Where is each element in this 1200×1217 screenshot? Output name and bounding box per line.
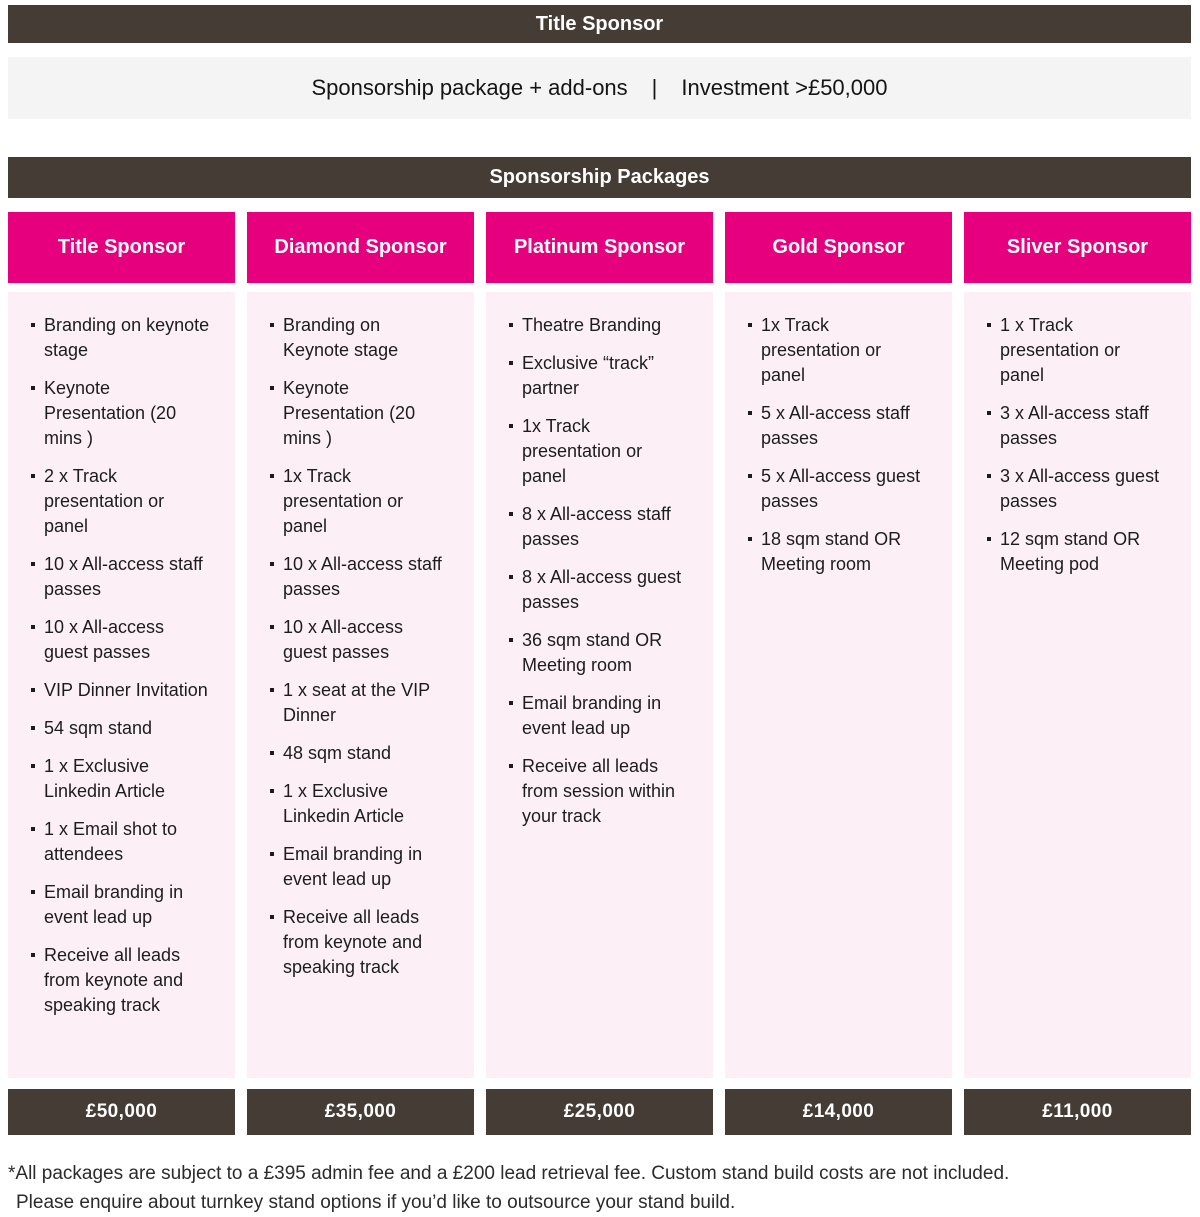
benefit-item: 2 x Track presentation or panel [31, 464, 211, 539]
package-column [8, 212, 235, 1135]
benefit-list [509, 313, 689, 829]
benefit-item: Email branding in event lead up [509, 691, 689, 741]
benefit-item: Branding on Keynote stage [270, 313, 450, 363]
benefit-item: 5 x All-access guest passes [748, 464, 928, 514]
package-column [247, 212, 474, 1135]
benefit-item: Theatre Branding [509, 313, 689, 338]
benefit-item: 54 sqm stand [31, 716, 211, 741]
package-header [8, 212, 235, 283]
package-benefits-panel [486, 292, 713, 1078]
package-benefits-panel [964, 292, 1191, 1078]
package-name: Gold Sponsor [772, 236, 905, 258]
benefit-item: Receive all leads from session within your track [509, 754, 689, 829]
footnote-line-2: Please enquire about turnkey stand options if you’d like to outsource your stand build. [16, 1192, 736, 1213]
package-column [486, 212, 713, 1135]
benefit-item: Email branding in event lead up [270, 842, 450, 892]
price-label: £35,000 [324, 1101, 397, 1122]
package-column [964, 212, 1191, 1135]
benefit-item: 5 x All-access staff passes [748, 401, 928, 451]
footnote-line-1: *All packages are subject to a £395 admin fee and a £200 lead retrieval fee. Custom stand build costs are not included. [8, 1163, 1010, 1184]
benefit-item: Email branding in event lead up [31, 880, 211, 930]
benefit-item: Branding on keynote stage [31, 313, 211, 363]
benefit-item: 3 x All-access guest passes [987, 464, 1167, 514]
package-header [725, 212, 952, 283]
benefit-item: 18 sqm stand OR Meeting room [748, 527, 928, 577]
package-name: Platinum Sponsor [513, 236, 686, 258]
benefit-item: 10 x All-access guest passes [31, 615, 211, 665]
subtitle-bar [8, 57, 1191, 119]
benefit-item: Keynote Presentation (20 mins ) [31, 376, 211, 451]
benefit-list [748, 313, 928, 577]
benefit-item: Receive all leads from keynote and speaking track [270, 905, 450, 980]
package-price-bar [8, 1089, 235, 1135]
package-name: Sliver Sponsor [1006, 236, 1149, 258]
benefit-item: 8 x All-access guest passes [509, 565, 689, 615]
benefit-item: 10 x All-access staff passes [31, 552, 211, 602]
package-name: Title Sponsor [57, 236, 186, 258]
benefit-item: 1 x seat at the VIP Dinner [270, 678, 450, 728]
benefit-list [270, 313, 450, 980]
package-benefits-panel [8, 292, 235, 1078]
package-name: Diamond Sponsor [274, 236, 447, 258]
benefit-item: Receive all leads from keynote and speaking track [31, 943, 211, 1018]
section-header [8, 157, 1191, 198]
benefit-item: Keynote Presentation (20 mins ) [270, 376, 450, 451]
price-label: £11,000 [1042, 1101, 1113, 1122]
benefit-item: 1x Track presentation or panel [509, 414, 689, 489]
benefit-item: 1 x Track presentation or panel [987, 313, 1167, 388]
package-price-bar [247, 1089, 474, 1135]
package-column [725, 212, 952, 1135]
footnote [8, 1159, 1191, 1217]
benefit-item: 1 x Exclusive Linkedin Article [270, 779, 450, 829]
benefit-item: 10 x All-access guest passes [270, 615, 450, 665]
benefit-item: 10 x All-access staff passes [270, 552, 450, 602]
benefit-item: 3 x All-access staff passes [987, 401, 1167, 451]
package-header [964, 212, 1191, 283]
price-label: £14,000 [802, 1101, 875, 1122]
package-benefits-panel [247, 292, 474, 1078]
package-price-bar [964, 1089, 1191, 1135]
subtitle-left: Sponsorship package + add-ons [311, 75, 628, 100]
price-label: £25,000 [563, 1101, 636, 1122]
package-price-bar [486, 1089, 713, 1135]
package-benefits-panel [725, 292, 952, 1078]
subtitle-right: Investment >£50,000 [681, 75, 888, 100]
benefit-item: 12 sqm stand OR Meeting pod [987, 527, 1167, 577]
package-header [247, 212, 474, 283]
packages-grid [8, 212, 1191, 1135]
benefit-item: 36 sqm stand OR Meeting room [509, 628, 689, 678]
top-banner-title: Title Sponsor [535, 12, 664, 35]
benefit-item: 1 x Email shot to attendees [31, 817, 211, 867]
price-label: £50,000 [85, 1101, 158, 1122]
benefit-list [31, 313, 211, 1018]
subtitle-separator: | [651, 75, 658, 100]
benefit-item: 48 sqm stand [270, 741, 450, 766]
package-price-bar [725, 1089, 952, 1135]
top-banner [8, 5, 1191, 43]
benefit-list [987, 313, 1167, 577]
benefit-item: VIP Dinner Invitation [31, 678, 211, 703]
benefit-item: Exclusive “track” partner [509, 351, 689, 401]
benefit-item: 1x Track presentation or panel [748, 313, 928, 388]
benefit-item: 1x Track presentation or panel [270, 464, 450, 539]
benefit-item: 8 x All-access staff passes [509, 502, 689, 552]
benefit-item: 1 x Exclusive Linkedin Article [31, 754, 211, 804]
package-header [486, 212, 713, 283]
section-header-title: Sponsorship Packages [489, 166, 710, 188]
